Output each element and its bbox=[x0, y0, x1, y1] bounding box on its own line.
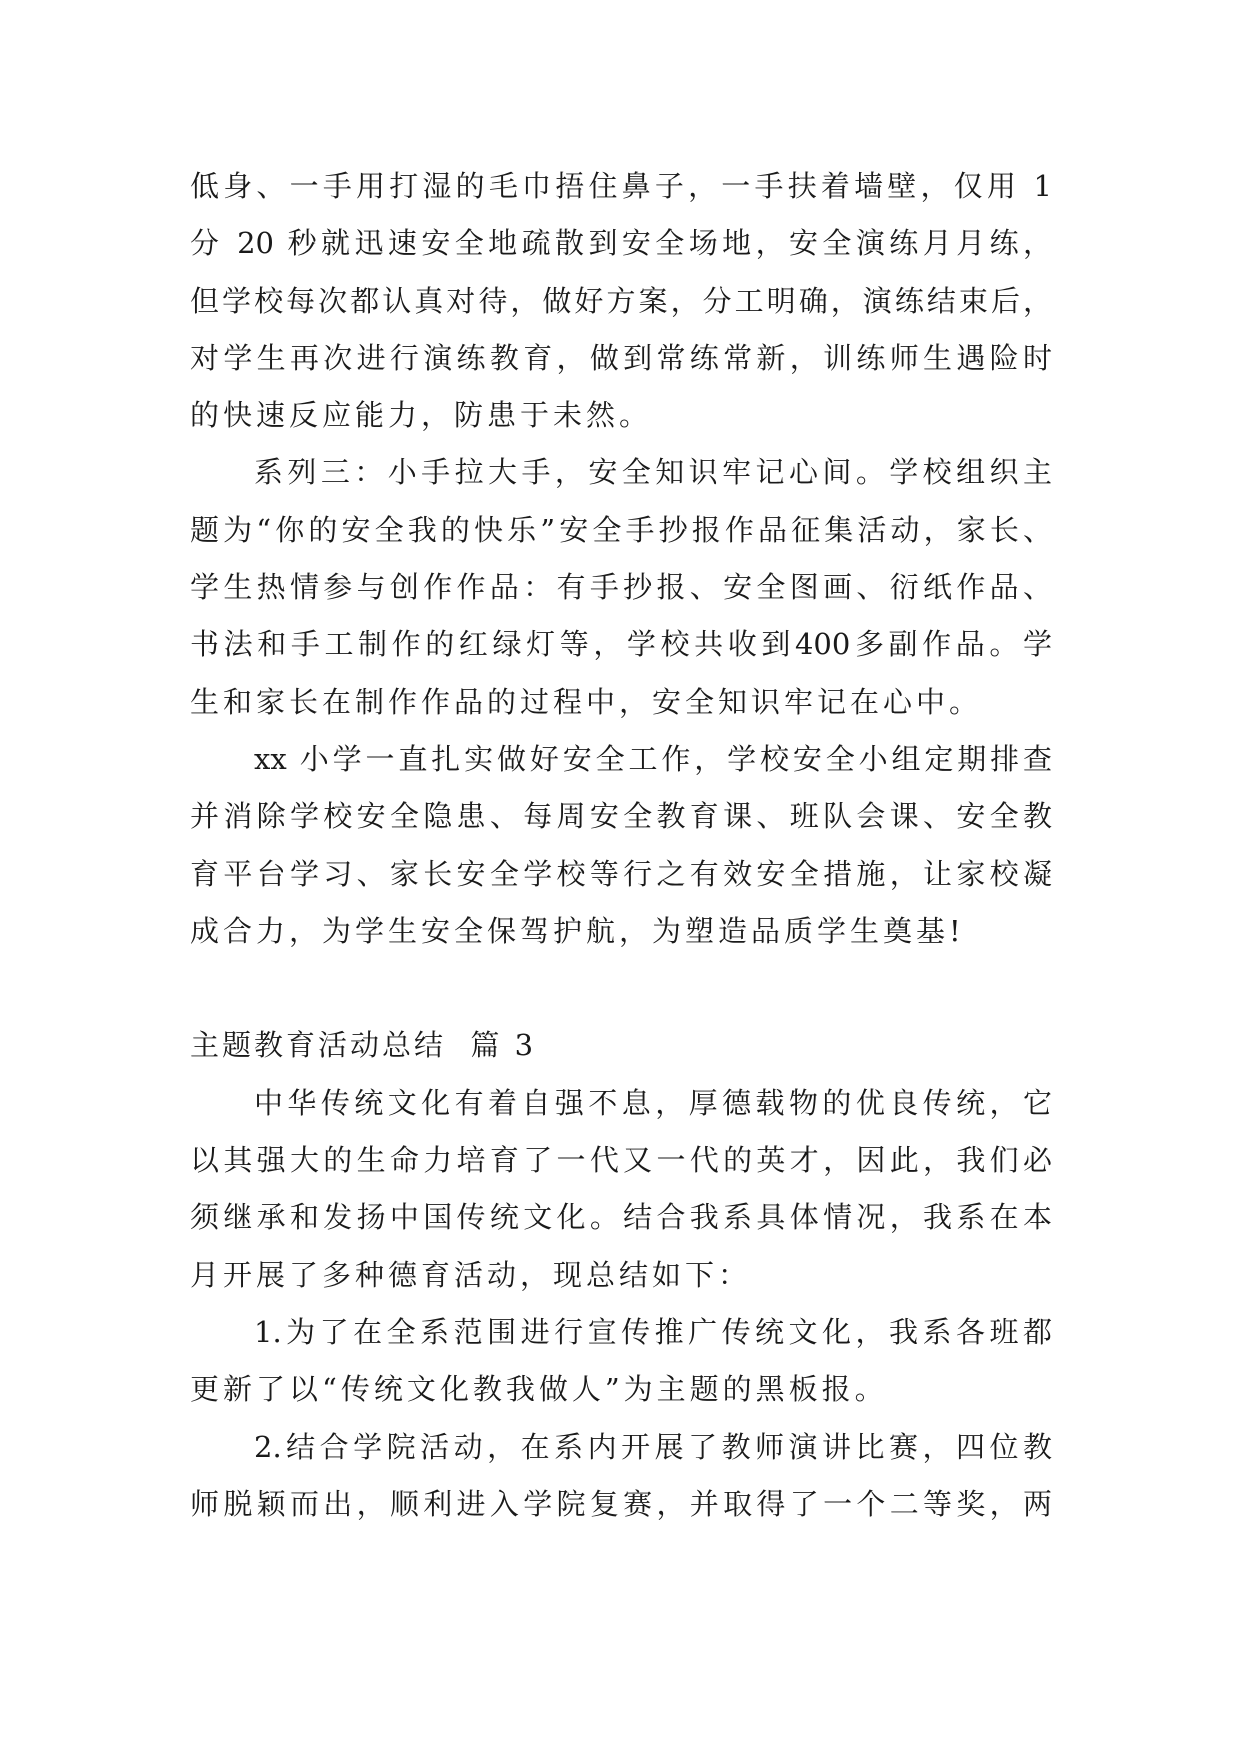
paragraph bbox=[190, 158, 1052, 444]
text-line: 书法和手工制作的红绿灯等，学校共收到400多副作品。学 bbox=[190, 627, 1052, 662]
list-item-paragraph bbox=[190, 1419, 1052, 1534]
text-line: 1.为了在全系范围进行宣传推广传统文化，我系各班都 bbox=[254, 1314, 1052, 1349]
text-line: 成合力，为学生安全保驾护航，为塑造品质学生奠基! bbox=[190, 913, 965, 948]
paragraph bbox=[190, 444, 1052, 730]
text-line: 2.结合学院活动，在系内开展了教师演讲比赛，四位教 bbox=[254, 1429, 1052, 1464]
page-content bbox=[190, 158, 1052, 1533]
text-line: 中华传统文化有着自强不息，厚德载物的优良传统，它 bbox=[254, 1085, 1052, 1120]
text-line: 月开展了多种德育活动，现总结如下： bbox=[190, 1257, 752, 1292]
section-article-3 bbox=[190, 1017, 1052, 1533]
section-title: 主题教育活动总结 篇 3 bbox=[190, 1028, 537, 1063]
text-line: 更新了以“传统文化教我做人”为主题的黑板报。 bbox=[190, 1372, 888, 1407]
text-line: 须继承和发扬中国传统文化。结合我系具体情况，我系在本 bbox=[190, 1200, 1052, 1235]
text-line: 并消除学校安全隐患、每周安全教育课、班队会课、安全教 bbox=[190, 799, 1052, 834]
text-line: 的快速反应能力，防患于未然。 bbox=[190, 398, 653, 433]
text-line: 学生热情参与创作作品：有手抄报、安全图画、衍纸作品、 bbox=[190, 570, 1052, 605]
paragraph bbox=[190, 1075, 1052, 1304]
text-line: 师脱颖而出，顺利进入学院复赛，并取得了一个二等奖，两 bbox=[190, 1486, 1052, 1521]
text-line: 题为“你的安全我的快乐”安全手抄报作品征集活动，家长、 bbox=[190, 512, 1052, 547]
paragraph bbox=[190, 731, 1052, 960]
list-item-paragraph bbox=[190, 1304, 1052, 1419]
text-line: 低身、一手用打湿的毛巾捂住鼻子，一手扶着墙壁，仅用 1 bbox=[190, 169, 1052, 203]
text-line: 育平台学习、家长安全学校等行之有效安全措施，让家校凝 bbox=[190, 856, 1052, 891]
text-line: 但学校每次都认真对待，做好方案，分工明确，演练结束后， bbox=[190, 283, 1052, 318]
text-line: 以其强大的生命力培育了一代又一代的英才，因此，我们必 bbox=[190, 1143, 1052, 1178]
text-line: xx 小学一直扎实做好安全工作，学校安全小组定期排查 bbox=[254, 741, 1052, 776]
text-line: 系列三：小手拉大手，安全知识牢记心间。学校组织主 bbox=[254, 455, 1052, 490]
text-line: 分 20 秒就迅速安全地疏散到安全场地，安全演练月月练， bbox=[190, 226, 1052, 261]
text-line: 生和家长在制作作品的过程中，安全知识牢记在心中。 bbox=[190, 684, 983, 719]
text-line: 对学生再次进行演练教育，做到常练常新，训练师生遇险时 bbox=[190, 340, 1052, 375]
section-continued bbox=[190, 158, 1052, 960]
